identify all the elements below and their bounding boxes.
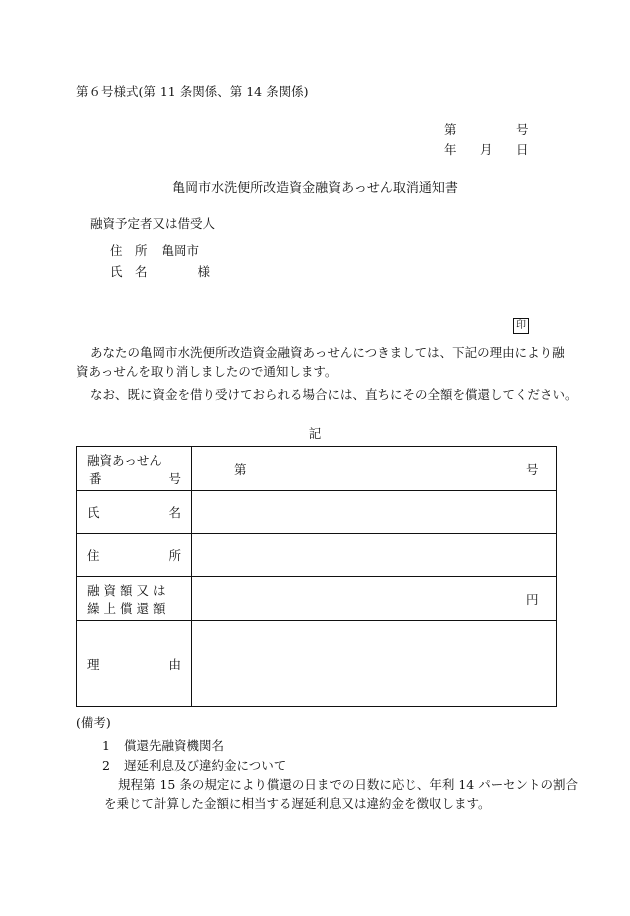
value-amount[interactable]	[192, 577, 557, 621]
label-char: 所	[168, 548, 181, 563]
addressee-heading: 融資予定者又は借受人	[90, 216, 216, 231]
address-value: 亀岡市	[161, 243, 200, 258]
note-number: 2	[102, 758, 110, 773]
address-line	[110, 241, 199, 259]
ki-heading: 記	[308, 426, 322, 441]
note-item-1	[102, 736, 224, 754]
name-label: 氏 名	[110, 264, 148, 279]
label-amount	[77, 577, 192, 621]
date-month: 月	[480, 142, 493, 157]
body-paragraph-2: なお、既に資金を借り受けておられる場合には、直ちにその全額を償還してください。	[90, 387, 578, 402]
document-title: 亀岡市水洗便所改造資金融資あっせん取消通知書	[172, 181, 458, 196]
value-yen: 円	[526, 592, 539, 607]
date-year: 年	[444, 142, 457, 157]
table-row	[77, 447, 557, 491]
label-char: 氏	[87, 505, 100, 520]
seal-mark: 印	[513, 318, 529, 334]
note-text: 遅延利息及び違約金について	[123, 758, 287, 773]
value-go: 号	[526, 462, 539, 477]
table-row	[77, 534, 557, 577]
name-line	[110, 262, 210, 280]
number-dai: 第	[444, 122, 457, 137]
table-row	[77, 491, 557, 534]
label-char: 名	[168, 505, 181, 520]
value-name[interactable]	[192, 491, 557, 534]
label-address	[77, 534, 192, 577]
value-dai: 第	[234, 462, 247, 477]
notes-heading: (備考)	[76, 715, 111, 730]
label-char: 由	[168, 656, 181, 672]
form-number: 第６号様式(第 11 条関係、第 14 条関係)	[76, 84, 309, 99]
table-row	[77, 621, 557, 707]
label-line: 融資額又は	[87, 582, 170, 598]
note-item-2-detail-line-2: を乗じて計算した金額に相当する遅延利息又は違約金を徴収します。	[104, 796, 491, 811]
value-address[interactable]	[192, 534, 557, 577]
label-line	[87, 469, 181, 487]
number-go: 号	[516, 122, 529, 137]
label-line: 繰上償還額	[87, 600, 170, 616]
label-loan-number	[77, 447, 192, 491]
note-item-2	[102, 756, 286, 774]
value-loan-number[interactable]	[192, 447, 557, 491]
value-reason[interactable]	[192, 621, 557, 707]
label-name	[77, 491, 192, 534]
label-char: 号	[168, 470, 181, 486]
date-day: 日	[516, 142, 529, 157]
body-paragraph-1-line-2: 資あっせんを取り消しましたので通知します。	[76, 364, 338, 379]
label-char: 理	[87, 656, 100, 672]
address-label: 住 所	[110, 243, 148, 258]
name-suffix: 様	[197, 264, 211, 279]
note-item-2-detail-line-1: 規程第 15 条の規定により償還の日までの日数に応じ、年利 14 パーセントの割合	[118, 777, 578, 792]
label-reason	[77, 621, 192, 707]
details-table	[76, 446, 557, 707]
body-paragraph-1-line-1: あなたの亀岡市水洗便所改造資金融資あっせんにつきましては、下記の理由により融	[90, 345, 565, 360]
label-char: 住	[87, 548, 100, 563]
label-char: 番	[89, 470, 102, 486]
note-text: 償還先融資機関名	[123, 738, 224, 753]
table-row	[77, 577, 557, 621]
label-line: 融資あっせん	[87, 452, 162, 468]
note-number: 1	[102, 738, 110, 753]
